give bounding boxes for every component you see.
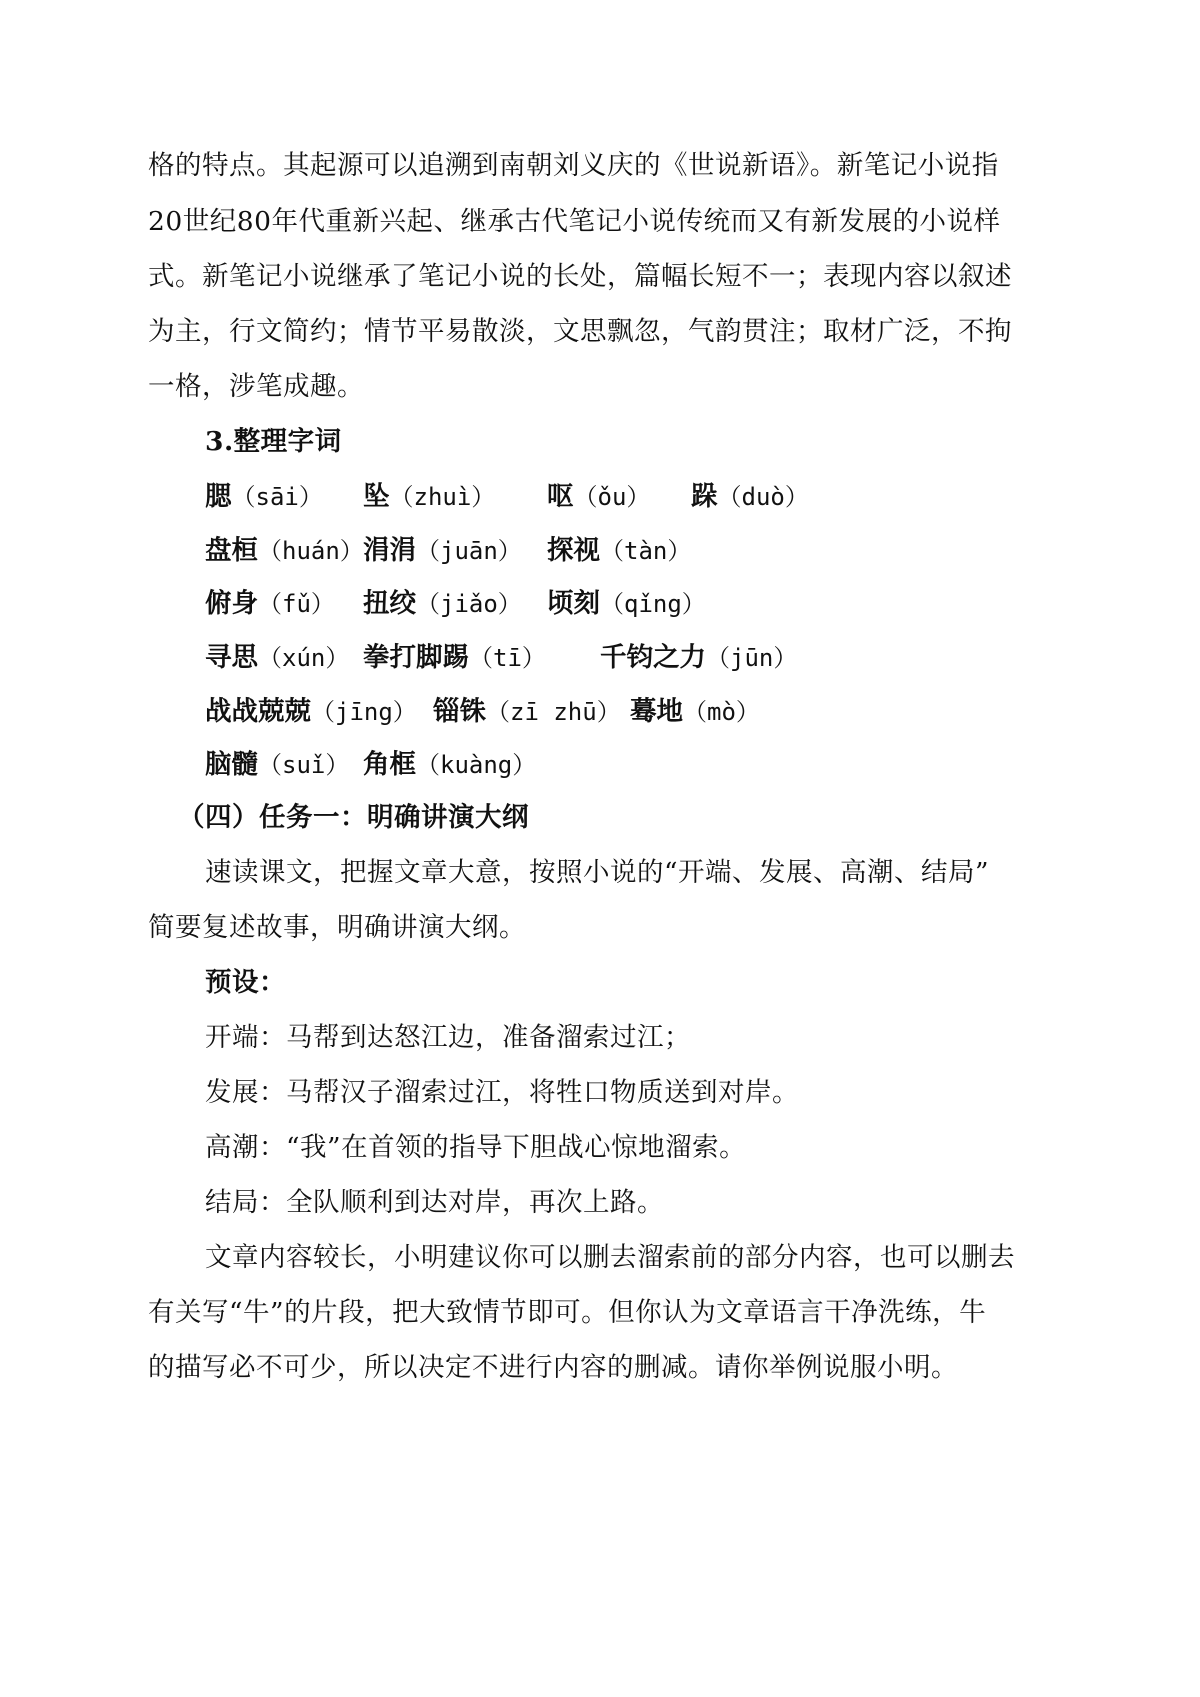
vocab-item — [433, 694, 621, 730]
intro-line-3: 式。新笔记小说继承了笔记小说的长处，篇幅长短不一；表现内容以叙述 — [148, 261, 1012, 292]
intro-line-1: 格的特点。其起源可以追溯到南朝刘义庆的《世说新语》。新笔记小说指 — [148, 150, 999, 181]
vocab-word: 蓦地 — [630, 696, 683, 727]
vocab-item — [600, 640, 797, 676]
preset-label: 预设： — [205, 967, 286, 998]
vocab-item — [363, 533, 522, 569]
instruction-line-1: 速读课文，把握文章大意，按照小说的“开端、发展、高潮、结局” — [205, 857, 990, 888]
vocab-word: 战战兢兢 — [205, 696, 311, 727]
closing-line-2: 有关写“牛”的片段，把大致情节即可。但你认为文章语言干净洗练，牛 — [148, 1297, 987, 1328]
vocab-word: 千钧之力 — [600, 642, 706, 673]
vocab-item — [630, 694, 760, 730]
vocab-word: 拳打脚踢 — [363, 642, 469, 673]
vocab-item — [547, 479, 650, 515]
vocab-word: 呕 — [547, 481, 574, 512]
vocab-pinyin: （jūn） — [706, 644, 798, 672]
closing-line-3: 的描写必不可少，所以决定不进行内容的删减。请你举例说服小明。 — [148, 1352, 958, 1383]
vocab-word: 坠 — [363, 481, 390, 512]
vocab-word: 锱铢 — [433, 696, 486, 727]
vocab-pinyin: （kuàng） — [416, 751, 537, 779]
vocab-item — [205, 694, 417, 730]
intro-line-5: 一格，涉笔成趣。 — [148, 371, 364, 402]
vocab-pinyin: （tàn） — [600, 537, 692, 565]
section-4-heading: （四）任务一：明确讲演大纲 — [178, 802, 529, 833]
vocab-word: 探视 — [547, 535, 600, 566]
vocab-word: 涓涓 — [363, 535, 416, 566]
vocab-word: 跺 — [691, 481, 718, 512]
vocab-pinyin: （sāi） — [231, 483, 323, 511]
vocab-word: 寻思 — [205, 642, 258, 673]
vocab-item — [363, 640, 546, 676]
vocab-pinyin: （juān） — [416, 537, 522, 565]
instruction-line-2: 简要复述故事，明确讲演大纲。 — [148, 912, 526, 943]
vocab-item — [363, 586, 522, 622]
vocab-item — [205, 586, 335, 622]
vocab-word: 顷刻 — [547, 588, 600, 619]
closing-line-1: 文章内容较长，小明建议你可以删去溜索前的部分内容，也可以删去 — [205, 1242, 1015, 1273]
vocab-word: 角框 — [363, 749, 416, 780]
vocab-pinyin: （huán） — [258, 537, 364, 565]
vocab-pinyin: （xún） — [258, 644, 350, 672]
vocab-item — [363, 479, 495, 515]
vocab-item — [691, 479, 809, 515]
section-3-heading: 3.整理字词 — [205, 426, 342, 457]
vocab-pinyin: （ǒu） — [573, 483, 651, 511]
outline-beginning: 开端：马帮到达怒江边，准备溜索过江； — [205, 1022, 691, 1053]
vocab-pinyin: （mò） — [683, 698, 760, 726]
vocab-item — [205, 640, 349, 676]
outline-ending: 结局：全队顺利到达对岸，再次上路。 — [205, 1187, 664, 1218]
vocab-pinyin: （duò） — [717, 483, 809, 511]
vocab-pinyin: （fǔ） — [258, 590, 335, 618]
vocab-item — [205, 747, 349, 783]
vocab-item — [547, 586, 706, 622]
vocab-pinyin: （jiǎo） — [416, 590, 522, 618]
vocab-pinyin: （qǐng） — [600, 590, 706, 618]
vocab-item — [363, 747, 536, 783]
vocab-pinyin: （suǐ） — [258, 751, 350, 779]
intro-line-2: 20世纪80年代重新兴起、继承古代笔记小说传统而又有新发展的小说样 — [148, 206, 1001, 237]
vocab-pinyin: （jīng） — [311, 698, 417, 726]
vocab-item — [205, 533, 364, 569]
vocab-word: 脑髓 — [205, 749, 258, 780]
vocab-pinyin: （zhuì） — [389, 483, 496, 511]
vocab-item — [205, 479, 323, 515]
vocab-word: 腮 — [205, 481, 232, 512]
vocab-word: 盘桓 — [205, 535, 258, 566]
vocab-word: 俯身 — [205, 588, 258, 619]
intro-line-4: 为主，行文简约；情节平易散淡，文思飘忽，气韵贯注；取材广泛，不拘 — [148, 316, 1012, 347]
outline-development: 发展：马帮汉子溜索过江，将牲口物质送到对岸。 — [205, 1077, 799, 1108]
vocab-pinyin: （tī） — [469, 644, 546, 672]
outline-climax: 高潮：“我”在首领的指导下胆战心惊地溜索。 — [205, 1132, 747, 1163]
vocab-pinyin: （zī zhū） — [486, 698, 621, 726]
vocab-item — [547, 533, 691, 569]
vocab-word: 扭绞 — [363, 588, 416, 619]
